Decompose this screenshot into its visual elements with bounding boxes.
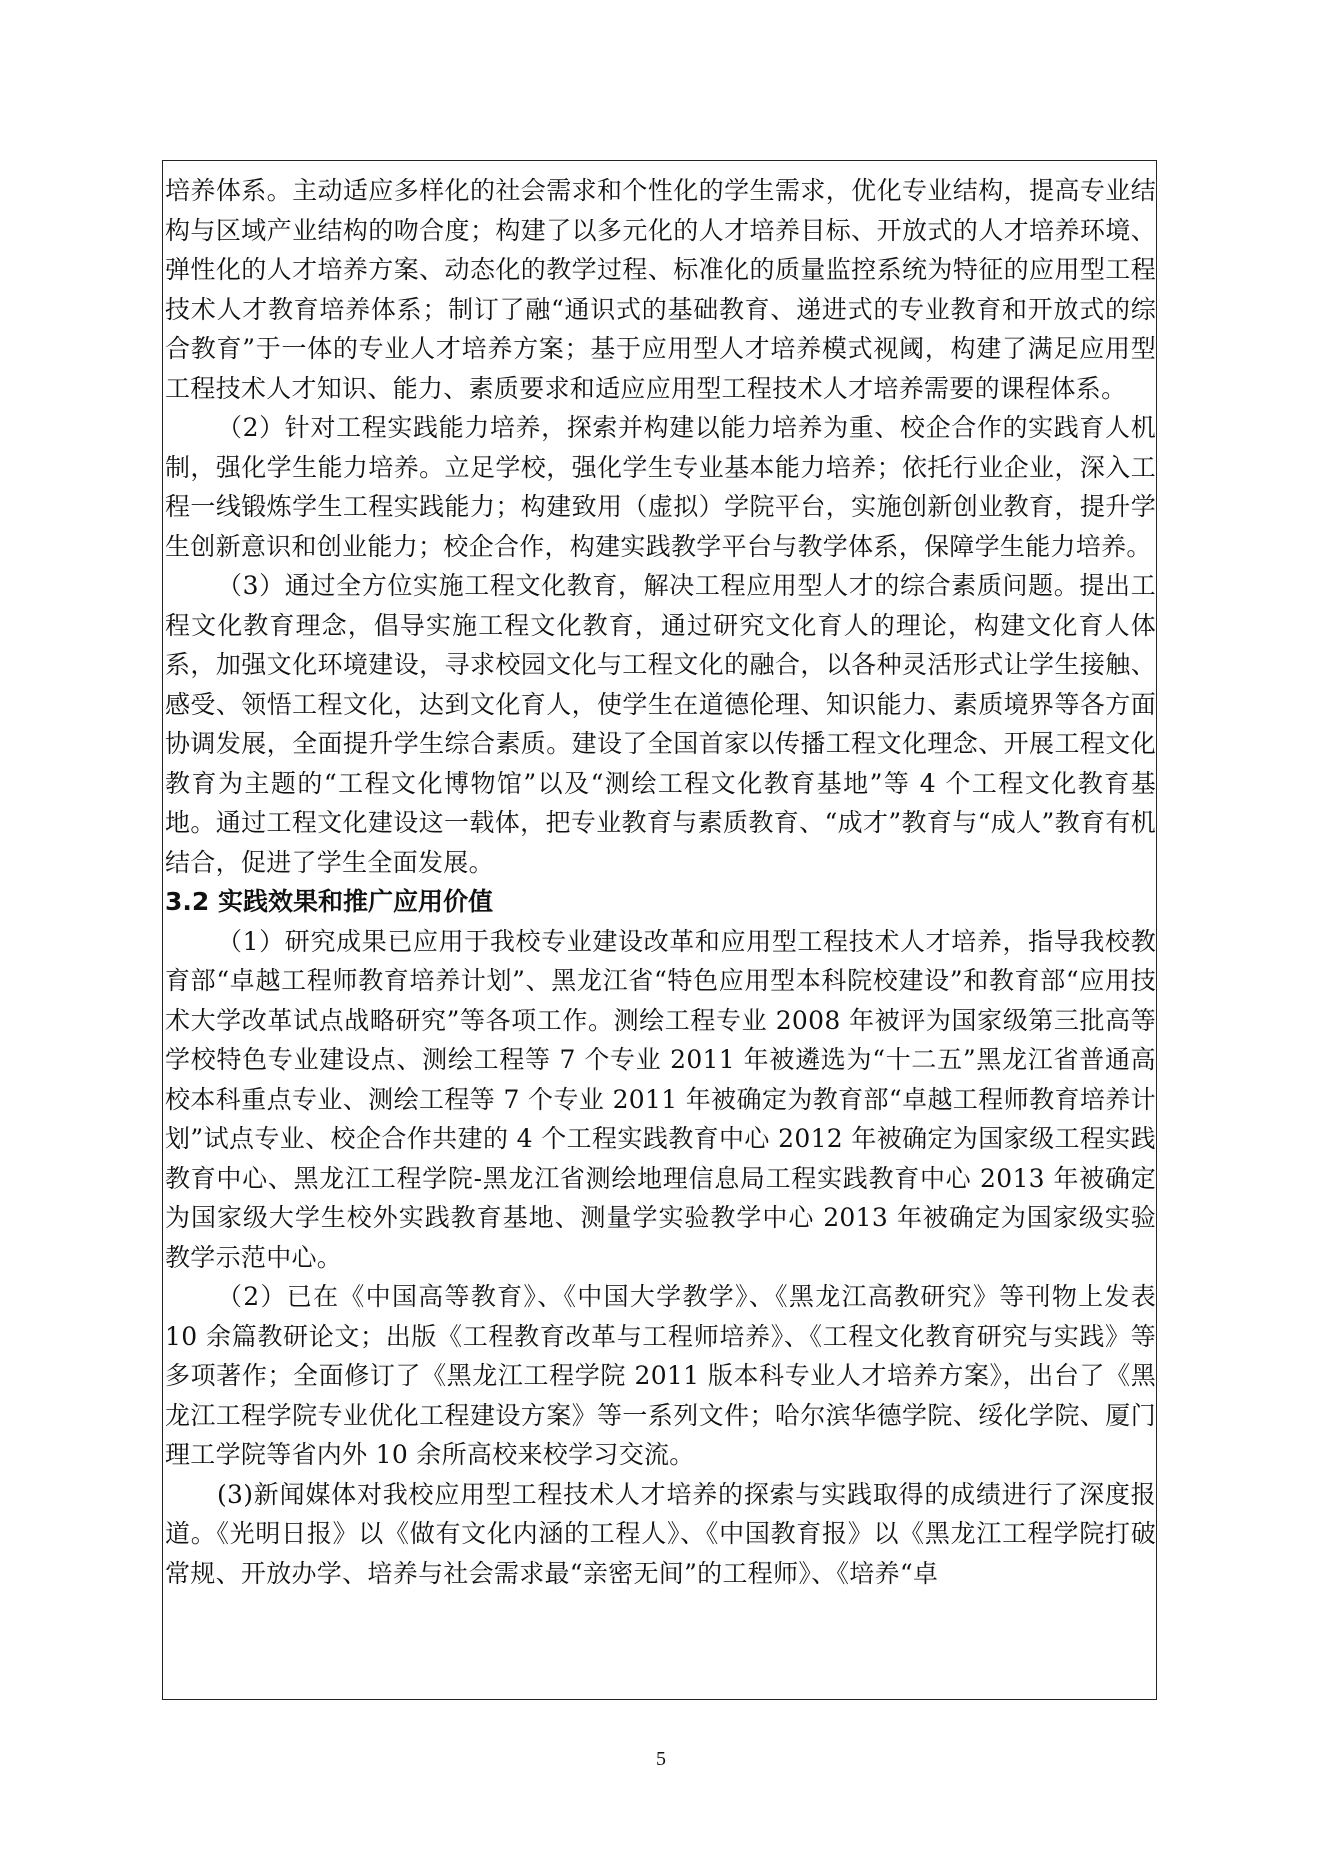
paragraph-1-continuation: 培养体系。主动适应多样化的社会需求和个性化的学生需求，优化专业结构，提高专业结构与区域产业结构的吻合度；构建了以多元化的人才培养目标、开放式的人才培养环境、弹性化的人才培养方案、动态化的教学过程、标准化的质量监控系统为特征的应用型工程技术人才教育培养体系；制订了融“通识式的基础教育、递进式的专业教育和开放式的综合教育”于一体的专业人才培养方案；基于应用型人才培养模式视阈，构建了满足应用型工程技术人才知识、能力、素质要求和适应应用型工程技术人才培养需要的课程体系。 [165, 176, 1156, 403]
paragraph-3-engineering-culture: （3）通过全方位实施工程文化教育，解决工程应用型人才的综合素质问题。提出工程文化教育理念，倡导实施工程文化教育，通过研究文化育人的理论，构建文化育人体系，加强文化环境建设，寻求校园文化与工程文化的融合，以各种灵活形式让学生接触、感受、领悟工程文化，达到文化育人，使学生在道德伦理、知识能力、素质境界等各方面协调发展，全面提升学生综合素质。建设了全国首家以传播工程文化理念、开展工程文化教育为主题的“工程文化博物馆”以及“测绘工程文化教育基地”等 4 个工程文化教育基地。通过工程文化建设这一载体，把专业教育与素质教育、“成才”教育与“成人”教育有机结合，促进了学生全面发展。 [165, 571, 1156, 877]
paragraph-2-practice-ability: （2）针对工程实践能力培养，探索并构建以能力培养为重、校企合作的实践育人机制，强化学生能力培养。立足学校，强化学生专业基本能力培养；依托行业企业，深入工程一线锻炼学生工程实践能力；构建致用（虚拟）学院平台，实施创新创业教育，提升学生创新意识和创业能力；校企合作，构建实践教学平台与教学体系，保障学生能力培养。 [165, 413, 1156, 561]
content-frame [162, 160, 1157, 1700]
paragraph-6-media-coverage: (3)新闻媒体对我校应用型工程技术人才培养的探索与实践取得的成绩进行了深度报道。《光明日报》以《做有文化内涵的工程人》、《中国教育报》以《黑龙江工程学院打破常规、开放办学、培养与社会需求最“亲密无间”的工程师》、《培养“卓 [165, 1479, 1156, 1588]
paragraph-4-application-results: （1）研究成果已应用于我校专业建设改革和应用型工程技术人才培养，指导我校教育部“卓越工程师教育培养计划”、黑龙江省“特色应用型本科院校建设”和教育部“应用技术大学改革试点战略研究”等各项工作。测绘工程专业 2008 年被评为国家级第三批高等学校特色专业建设点、测绘工程等 7 个专业 2011 年被遴选为“十二五”黑龙江省普通高校本科重点专业、测绘工程等 7 个专业 2011 年被确定为教育部“卓越工程师教育培养计划”试点专业、校企合作共建的 4 个工程实践教育中心 2012 年被确定为国家级工程实践教育中心、黑龙江工程学院-黑龙江省测绘地理信息局工程实践教育中心 2013 年被确定为国家级大学生校外实践教育基地、测量学实验教学中心 2013 年被确定为国家级实验教学示范中心。 [165, 926, 1156, 1272]
page-number: 5 [656, 1748, 666, 1770]
section-heading-3-2: 3.2 实践效果和推广应用价值 [165, 887, 493, 916]
paragraph-5-publications: （2）已在《中国高等教育》、《中国大学教学》、《黑龙江高教研究》等刊物上发表 10 余篇教研论文；出版《工程教育改革与工程师培养》、《工程文化教育研究与实践》等多项著作；全面修订了《黑龙江工程学院 2011 版本科专业人才培养方案》，出台了《黑龙江工程学院专业优化工程建设方案》等一系列文件；哈尔滨华德学院、绥化学院、厦门理工学院等省内外 10 余所高校来校学习交流。 [165, 1282, 1156, 1469]
